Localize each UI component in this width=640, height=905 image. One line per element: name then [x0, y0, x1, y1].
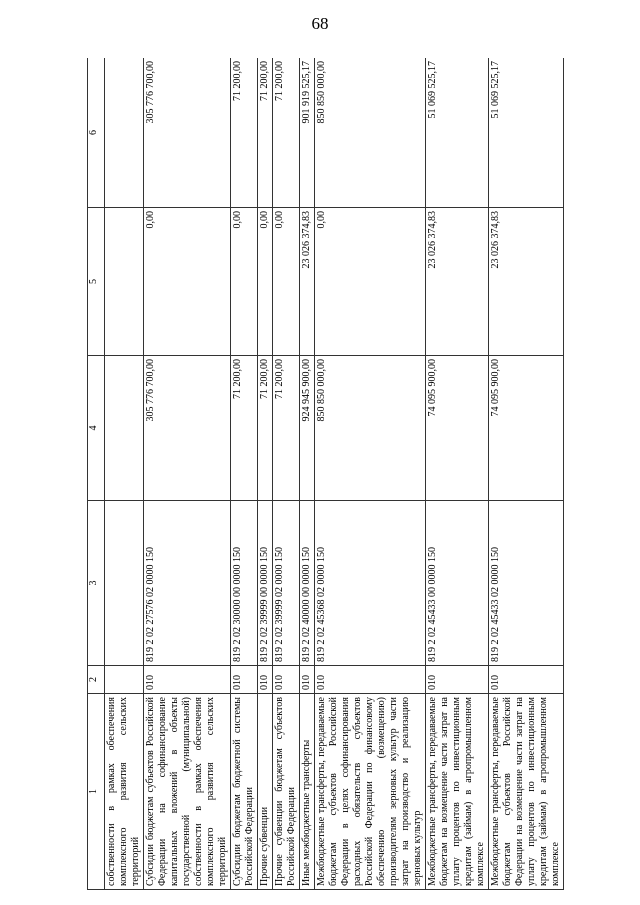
- row-col5: 0,00: [315, 208, 426, 356]
- row-col4: 924 945 900,00: [300, 356, 315, 501]
- row-kbk: 819 2 02 40000 00 0000 150: [300, 501, 315, 666]
- row-name: Иные межбюджетные трансферты: [300, 694, 315, 890]
- row-col5: 23 026 374,83: [300, 208, 315, 356]
- table-row: [315, 58, 426, 890]
- header-col-3: 3: [88, 501, 105, 666]
- row-code: 010: [489, 666, 564, 694]
- row-name: собственности в рамках обеспечения комплексного развития сельских территорий: [105, 694, 144, 890]
- row-col5: 23 026 374,83: [489, 208, 564, 356]
- header-col-2: 2: [88, 666, 105, 694]
- header-col-6: 6: [88, 58, 105, 208]
- row-col6: 71 200,00: [231, 58, 258, 208]
- row-col4: 71 200,00: [231, 356, 258, 501]
- row-col5: 0,00: [273, 208, 300, 356]
- page-number: 68: [311, 14, 329, 33]
- row-kbk: 819 2 02 27576 02 0000 150: [144, 501, 231, 666]
- row-col5: 23 026 374,83: [426, 208, 489, 356]
- table-row: [231, 58, 258, 890]
- rotated-table-container: [87, 58, 599, 890]
- row-col4: 71 200,00: [258, 356, 273, 501]
- row-name: Межбюджетные трансферты, передаваемые бюджетам на возмещение части затрат на уплату процентов по инвестиционным кредитам (займам) в агропромышленном комплексе: [426, 694, 489, 890]
- row-col6: 71 200,00: [258, 58, 273, 208]
- table-row: [258, 58, 273, 890]
- header-col-5: 5: [88, 208, 105, 356]
- row-code: 010: [258, 666, 273, 694]
- row-name: Прочие субвенции: [258, 694, 273, 890]
- row-code: 010: [231, 666, 258, 694]
- table-row: [105, 58, 144, 890]
- table-row: [273, 58, 300, 890]
- table-row: [300, 58, 315, 890]
- row-col6: 51 069 525,17: [426, 58, 489, 208]
- budget-table: [87, 58, 564, 890]
- row-col6: 71 200,00: [273, 58, 300, 208]
- header-col-4: 4: [88, 356, 105, 501]
- row-col6: 305 776 700,00: [144, 58, 231, 208]
- row-name: Межбюджетные трансферты, передаваемые бюджетам субъектов Российской Федерации в целях софинансирования расходных обязательств субъектов Российской Федерации по финансовому обеспечению (возмещению) производителям зерновых культур части затрат на производство и реализацию зерновых культур: [315, 694, 426, 890]
- row-col4: 71 200,00: [273, 356, 300, 501]
- row-col4: 74 095 900,00: [489, 356, 564, 501]
- row-code: 010: [300, 666, 315, 694]
- row-col6: 901 919 525,17: [300, 58, 315, 208]
- row-kbk: 819 2 02 45368 02 0000 150: [315, 501, 426, 666]
- table-row: [489, 58, 564, 890]
- table-row: [426, 58, 489, 890]
- row-kbk: [105, 501, 144, 666]
- row-col6: 51 069 525,17: [489, 58, 564, 208]
- row-col5: 0,00: [231, 208, 258, 356]
- row-col5: [105, 208, 144, 356]
- row-col4: 74 095 900,00: [426, 356, 489, 501]
- header-col-1: 1: [88, 694, 105, 890]
- row-col4: 850 850 000,00: [315, 356, 426, 501]
- row-kbk: 819 2 02 45433 00 0000 150: [426, 501, 489, 666]
- row-code: 010: [144, 666, 231, 694]
- row-col5: 0,00: [258, 208, 273, 356]
- row-kbk: 819 2 02 30000 00 0000 150: [231, 501, 258, 666]
- row-col5: 0,00: [144, 208, 231, 356]
- row-col6: 850 850 000,00: [315, 58, 426, 208]
- rotated-table-frame: [87, 58, 599, 890]
- row-kbk: 819 2 02 39999 02 0000 150: [273, 501, 300, 666]
- row-code: [105, 666, 144, 694]
- row-col4: [105, 356, 144, 501]
- row-name: Межбюджетные трансферты, передаваемые бюджетам субъектов Российской Федерации на возмещение части затрат на уплату процентов по инвестиционным кредитам (займам) в агропромышленном комплексе: [489, 694, 564, 890]
- row-code: 010: [273, 666, 300, 694]
- row-code: 010: [426, 666, 489, 694]
- row-name: Субсидии бюджетам субъектов Российской Федерации на софинансирование капитальных вложений в объекты государственной (муниципальной) собственности в рамках обеспечения комплексного развития сельских территорий: [144, 694, 231, 890]
- row-code: 010: [315, 666, 426, 694]
- table-row: [144, 58, 231, 890]
- row-kbk: 819 2 02 39999 00 0000 150: [258, 501, 273, 666]
- row-col6: [105, 58, 144, 208]
- row-kbk: 819 2 02 45433 02 0000 150: [489, 501, 564, 666]
- row-name: Прочие субвенции бюджетам субъектов Российской Федерации: [273, 694, 300, 890]
- table-header-row: [88, 58, 105, 890]
- row-name: Субсидии бюджетам бюджетной системы Российской Федерации: [231, 694, 258, 890]
- row-col4: 305 776 700,00: [144, 356, 231, 501]
